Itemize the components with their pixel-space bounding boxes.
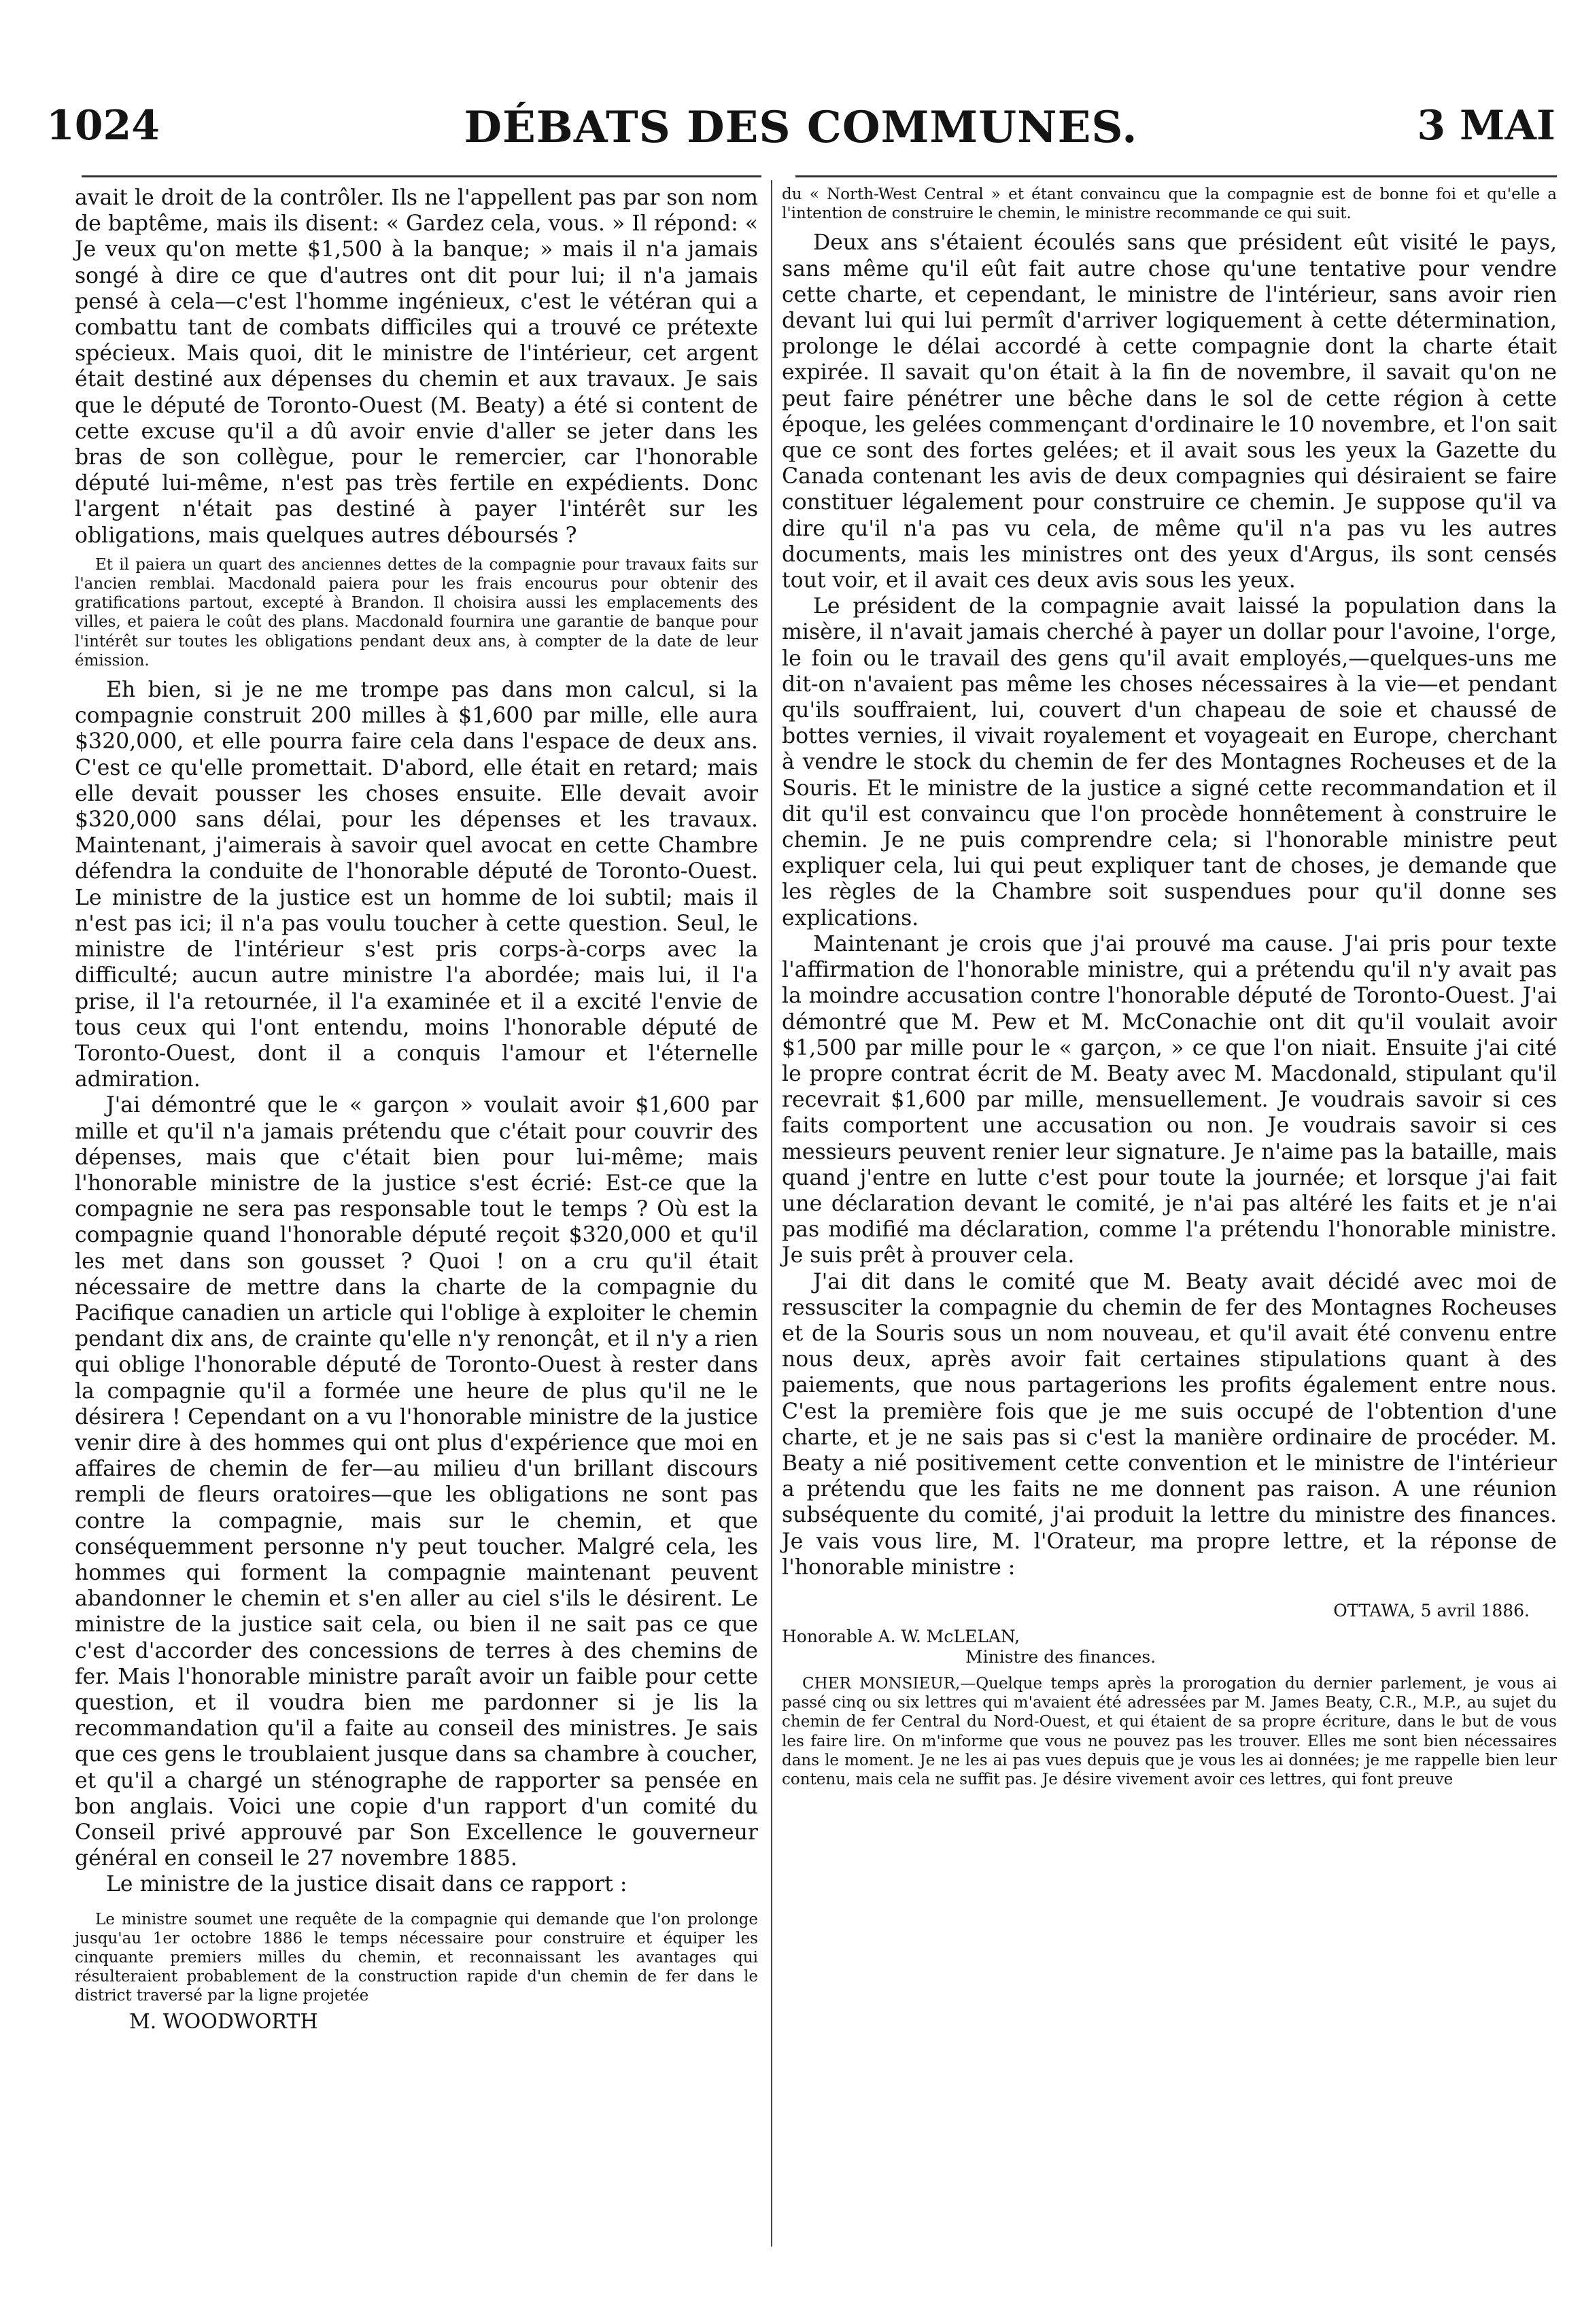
letter-addressee-title: Ministre des finances. bbox=[965, 1646, 1156, 1667]
paragraph: Le ministre de la justice disait dans ce rapport : bbox=[106, 1872, 627, 1897]
quoted-report-continued: du « North-West Central » et étant convaincu que la compagnie est de bonne foi et qu'elle a l'intention de construire le chemin, le ministre recommande ce qui suit. bbox=[782, 186, 1557, 223]
paragraph: J'ai démontré que le « garçon » voulait avoir $1,600 par mille et qu'il n'a jamais prétendu que c'était pour couvrir des dépenses, mais que c'était bien pour lui-même; mais l'honorable ministre de la justice s'est écrié: Est-ce que la compagnie ne sera pas responsable tout le temps ? Où est la compagnie quand l'honorable député reçoit $320,000 et qu'il les met dans son gousset ? Quoi ! on a cru qu'il était nécessaire de mettre dans la charte de la compagnie du Pacifique canadien un article qui l'oblige à exploiter le chemin pendant dix ans, de crainte qu'elle n'y renonçât, et il n'y a rien qui oblige l'honorable député de Toronto-Ouest à rester dans la compagnie qu'il a formée une heure de plus qu'il ne le désirera ! Cependant on a vu l'honorable ministre de la justice venir dire à des hommes qui ont plus d'expérience que moi en affaires de chemin de fer—au milieu d'un brillant discours rempli de fleurs oratoires—que les obligations ne sont pas contre la compagnie, mais sur le chemin, et que conséquemment personne n'y peut toucher. Malgré cela, les hommes qui forment la compagnie maintenant peuvent abandonner le chemin et s'en aller au ciel s'ils le désirent. Le ministre de la justice sait cela, ou bien il ne sait pas ce que c'est d'accorder des concessions de terres à des chemins de fer. Mais l'honorable ministre paraît avoir un faible pour cette question, et il voudra bien me pardonner si je lis la recommandation qu'il a faite au conseil des ministres. Je sais que ces gens le troublaient jusque dans sa chambre à coucher, et qu'il a chargé un sténographe de rapporter sa pensée en bon anglais. Voici une copie d'un rapport d'un comité du Conseil privé approuvé par Son Excellence le gouverneur général en conseil le 27 novembre 1885. bbox=[75, 1093, 758, 1871]
page-number: 1024 bbox=[46, 102, 160, 150]
page-header bbox=[46, 102, 1555, 177]
page-title: DÉBATS DES COMMUNES. bbox=[464, 102, 1138, 153]
letter-salutation: CHER MONSIEUR, bbox=[802, 1674, 961, 1693]
letter-body bbox=[782, 1674, 1557, 1789]
header-rule-right bbox=[795, 175, 1557, 177]
letter-addressee: Honorable A. W. McLELAN, bbox=[782, 1626, 1020, 1646]
paragraph: Deux ans s'étaient écoulés sans que président eût visité le pays, sans même qu'il eût fait autre chose qu'une tentative pour vendre cette charte, et cependant, le ministre de l'intérieur, sans avoir rien devant lui qui lui permît d'arriver logiquement à cette détermination, prolonge le délai accordé à cette compagnie dont la charte était expirée. Il savait qu'on était à la fin de novembre, il savait qu'on ne peut faire pénétrer une bêche dans le sol de cette région à cette époque, les gelées commençant d'ordinaire le 10 novembre, et l'on sait que ce sont des fortes gelées; et il avait sous les yeux la Gazette du Canada contenant les avis de deux compagnies qui désiraient se faire constituer légalement pour construire ce chemin. Je suppose qu'il va dire qu'il n'a pas vu cela, de même qu'il n'a pas vu les autres documents, mais les ministres ont des yeux d'Argus, ils sont censés tout voir, et il avait ces deux avis sous les yeux. bbox=[782, 230, 1557, 593]
speaker-name: M. WOODWORTH bbox=[129, 2009, 318, 2034]
quoted-report: Le ministre soumet une requête de la compagnie qui demande que l'on prolonge jusqu'au 1er octobre 1886 le temps nécessaire pour construire et équiper les cinquante premiers milles du chemin, et reconnaissant les avantages qui résulteraient probablement de la construction rapide d'un chemin de fer dans le district traversé par la ligne projetée bbox=[75, 1910, 758, 2005]
paragraph: Maintenant je crois que j'ai prouvé ma cause. J'ai pris pour texte l'affirmation de l'honorable ministre, qui a prétendu qu'il n'y avait pas la moindre accusation contre l'honorable député de Toronto-Ouest. J'ai démontré que M. Pew et M. McConachie ont dit qu'il voulait avoir $1,500 par mille pour le « garçon, » ce que l'on niait. Ensuite j'ai cité le propre contrat écrit de M. Beaty avec M. Macdonald, stipulant qu'il recevrait $1,600 par mille, mensuellement. Je voudrais savoir si ces faits comportent une accusation ou non. Je voudrais savoir si ces messieurs peuvent renier leur signature. Je n'aime pas la bataille, mais quand j'entre en lutte c'est pour toute la journée; et lorsque j'ai fait une déclaration devant le comité, je n'ai pas altéré les faits et je n'ai pas modifié ma déclaration, comme l'a prétendu l'honorable ministre. Je suis prêt à prouver cela. bbox=[782, 931, 1557, 1268]
letter-text: —Quelque temps après la prorogation du dernier parlement, je vous ai passé cinq ou six lettres qui m'avaient été adressées par M. James Beaty, C.R., M.P., au sujet du chemin de fer Central du Nord-Ouest, et qui étaient de sa propre écriture, dans le but de vous les faire lire. On m'informe que vous ne pouvez pas les trouver. Elles me sont bien nécessaires dans le moment. Je ne les ai pas vues depuis que je vous les ai données; je me rappelle bien leur contenu, mais cela ne suffit pas. Je désire vivement avoir ces lettres, qui font preuve bbox=[782, 1674, 1558, 1788]
quoted-contract: Et il paiera un quart des anciennes dettes de la compagnie pour travaux faits sur l'ancien remblai. Macdonald paiera pour les frais encourus pour obtenir des gratifications partout, excepté à Brandon. Il choisira aussi les emplacements des villes, et paiera le coût des plans. Macdonald fournira une garantie de banque pour l'intérêt sur toutes les obligations pendant deux ans, à compter de la date de leur émission. bbox=[75, 555, 758, 670]
left-column bbox=[75, 185, 758, 2036]
paragraph: avait le droit de la contrôler. Ils ne l'appellent pas par son nom de baptême, mais ils disent: « Gardez cela, vous. » Il répond: « Je veux qu'on mette $1,500 à la banque; » mais il n'a jamais songé à dire ce que d'autres ont dit pour lui; il n'a jamais pensé à cela—c'est l'homme ingénieux, c'est le vétéran qui a combattu tant de combats difficiles qui a trouvé ce prétexte spécieux. Mais quoi, dit le ministre de l'intérieur, cet argent était destiné aux dépenses du chemin et aux travaux. Je sais que le député de Toronto-Ouest (M. Beaty) a été si content de cette excuse qu'il a dû avoir envie d'aller se jeter dans les bras de son collègue, pour le remercier, car l'honorable député lui-même, n'est pas très fertile en expédients. Donc l'argent n'était pas destiné à payer l'intérêt sur les obligations, mais quelques autres déboursés ? bbox=[75, 186, 758, 548]
paragraph: Eh bien, si je ne me trompe pas dans mon calcul, si la compagnie construit 200 milles à $1,600 par mille, elle aura $320,000, et elle pourra faire cela dans l'espace de deux ans. C'est ce qu'elle promettait. D'abord, elle était en retard; mais elle devait pousser les choses ensuite. Elle devait avoir $320,000 sans délai, pour les dépenses et les travaux. Maintenant, j'aimerais à savoir quel avocat en cette Chambre défendra la conduite de l'honorable député de Toronto-Ouest. Le ministre de la justice est un homme de loi subtil; mais il n'est pas ici; il n'a pas voulu toucher à cette question. Seul, le ministre de l'intérieur s'est pris corps-à-corps avec la difficulté; aucun autre ministre l'a abordée; mais lui, il l'a prise, il l'a retournée, il l'a examinée et il a excité l'envie de tous ceux qui l'ont entendu, moins l'honorable député de Toronto-Ouest, dont il a conquis l'amour et l'éternelle admiration. bbox=[75, 678, 758, 1092]
header-rule-left bbox=[82, 175, 761, 177]
letter-dateline: OTTAWA, 5 avril 1886. bbox=[1333, 1600, 1530, 1620]
paragraph: J'ai dit dans le comité que M. Beaty avait décidé avec moi de ressusciter la compagnie du chemin de fer des Montagnes Rocheuses et de la Souris sous un nom nouveau, et qu'il avait été convenu entre nous deux, après avoir fait certaines stipulations quant à des paiements, que nous partagerions les profits également entre nous. C'est la première fois que je me suis occupé de l'obtention d'une charte, et je ne sais pas si c'est la manière ordinaire de procéder. M. Beaty a nié positivement cette convention et le ministre de l'intérieur a prétendu que les faits ne me donnent pas raison. A une réunion subséquente du comité, j'ai produit la lettre du ministre des finances. Je vais vous lire, M. l'Orateur, ma propre lettre, et la réponse de l'honorable ministre : bbox=[782, 1269, 1557, 1580]
page-date: 3 MAI bbox=[1417, 102, 1555, 150]
right-column bbox=[782, 185, 1557, 1789]
paragraph: Le président de la compagnie avait laissé la population dans la misère, il n'avait jamais cherché à payer un dollar pour l'avoine, l'orge, le foin ou le travail des gens qu'il avait employés,—quelques-uns me dit-on n'avaient pas même les choses nécessaires à la vie—et pendant qu'ils souffraient, lui, couvert d'un chapeau de soie et chaussé de bottes vernies, il vivait royalement et voyageait en Europe, cherchant à vendre le stock du chemin de fer des Montagnes Rocheuses et de la Souris. Et le ministre de la justice a signé cette recommandation et il dit qu'il est convaincu que l'on procède honnêtement à construire le chemin. Je ne puis comprendre cela; si l'honorable ministre peut expliquer cela, lui qui peut expliquer tant de choses, je demande que les règles de la Chambre soit suspendues pour qu'il donne ses explications. bbox=[782, 594, 1557, 931]
column-divider bbox=[771, 180, 772, 2247]
